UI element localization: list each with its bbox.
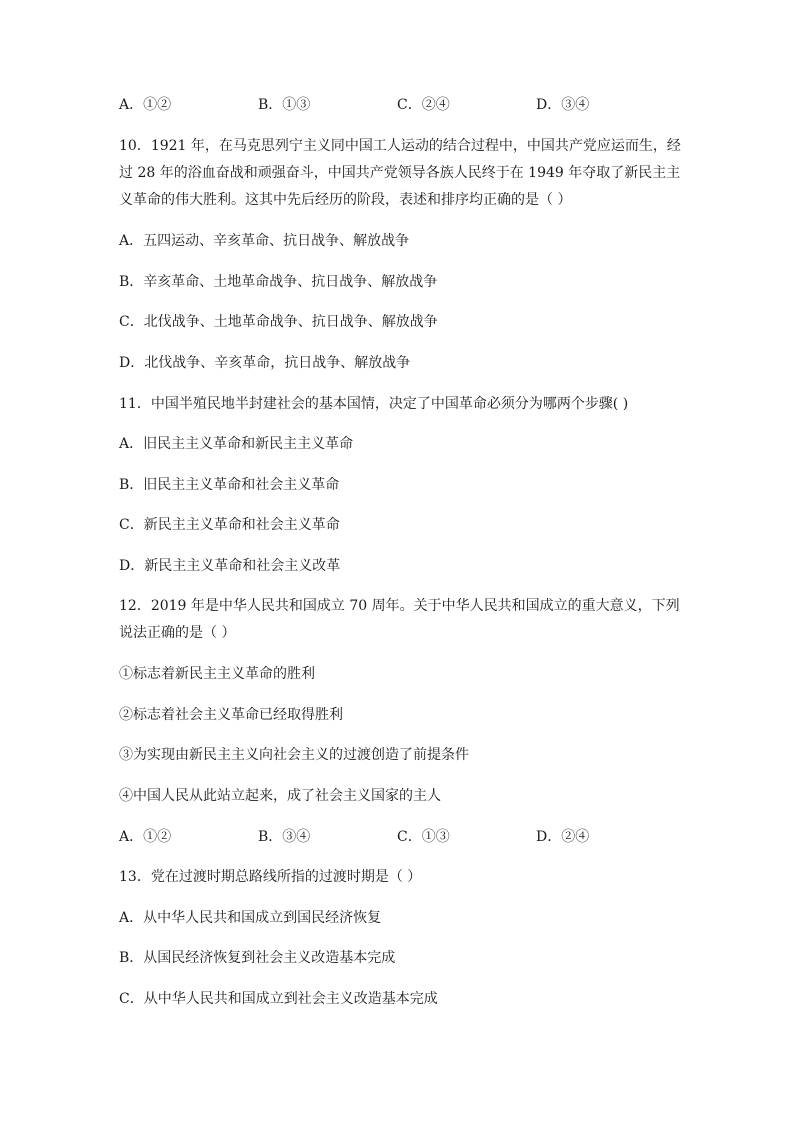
q11-option-d: D．新民主主义革命和社会主义改革 bbox=[119, 558, 341, 574]
q11-option-c: C．新民主主义革命和社会主义革命 bbox=[119, 517, 340, 533]
q12-stem-line2: 说法正确的是（ ） bbox=[119, 625, 236, 641]
q13-option-c: C．从中华人民共和国成立到社会主义改造基本完成 bbox=[119, 991, 438, 1007]
q13-stem: 13．党在过渡时期总路线所指的过渡时期是（ ） bbox=[119, 869, 422, 885]
q9-option-d: D．③④ bbox=[536, 97, 590, 113]
q12-option-d: D．②④ bbox=[536, 829, 590, 845]
q12-option-b: B．③④ bbox=[258, 829, 311, 845]
q9-option-a: A．①② bbox=[119, 97, 172, 113]
q10-option-d: D．北伐战争、辛亥革命，抗日战争、解放战争 bbox=[119, 355, 411, 371]
q12-statement-3: ③为实现由新民主主义向社会主义的过渡创造了前提条件 bbox=[119, 747, 469, 763]
q13-option-a: A．从中华人民共和国成立到国民经济恢复 bbox=[119, 910, 382, 926]
q12-statement-4: ④中国人民从此站立起来，成了社会主义国家的主人 bbox=[119, 788, 441, 804]
q10-option-b: B．辛亥革命、土地革命战争、抗日战争、解放战争 bbox=[119, 274, 438, 290]
q13-option-b: B．从国民经济恢复到社会主义改造基本完成 bbox=[119, 950, 396, 966]
q10-stem-line2: 过 28 年的浴血奋战和顽强奋斗，中国共产党领导各族人民终于在 1949 年夺取了新民主主 bbox=[119, 165, 681, 181]
q11-option-a: A．旧民主主义革命和新民主主义革命 bbox=[119, 436, 354, 452]
q12-stem-line1: 12．2019 年是中华人民共和国成立 70 周年。关于中华人民共和国成立的重大意义，下列 bbox=[119, 598, 680, 614]
q9-option-b: B．①③ bbox=[258, 97, 311, 113]
q11-option-b: B．旧民主主义革命和社会主义革命 bbox=[119, 477, 340, 493]
q12-option-a: A．①② bbox=[119, 829, 172, 845]
q10-stem-line3: 义革命的伟大胜利。这其中先后经历的阶段，表述和排序均正确的是（ ） bbox=[119, 192, 572, 208]
q9-option-c: C．②④ bbox=[397, 97, 450, 113]
q11-stem: 11．中国半殖民地半封建社会的基本国情，决定了中国革命必须分为哪两个步骤( ) bbox=[119, 396, 629, 412]
q12-statement-1: ①标志着新民主主义革命的胜利 bbox=[119, 666, 315, 682]
q10-option-c: C．北伐战争、土地革命战争、抗日战争、解放战争 bbox=[119, 314, 438, 330]
q10-stem-line1: 10．1921 年，在马克思列宁主义同中国工人运动的结合过程中，中国共产党应运而生，经 bbox=[119, 138, 681, 154]
q12-option-c: C．①③ bbox=[397, 829, 450, 845]
q12-statement-2: ②标志着社会主义革命已经取得胜利 bbox=[119, 707, 343, 723]
q10-option-a: A．五四运动、辛亥革命、抗日战争、解放战争 bbox=[119, 233, 410, 249]
